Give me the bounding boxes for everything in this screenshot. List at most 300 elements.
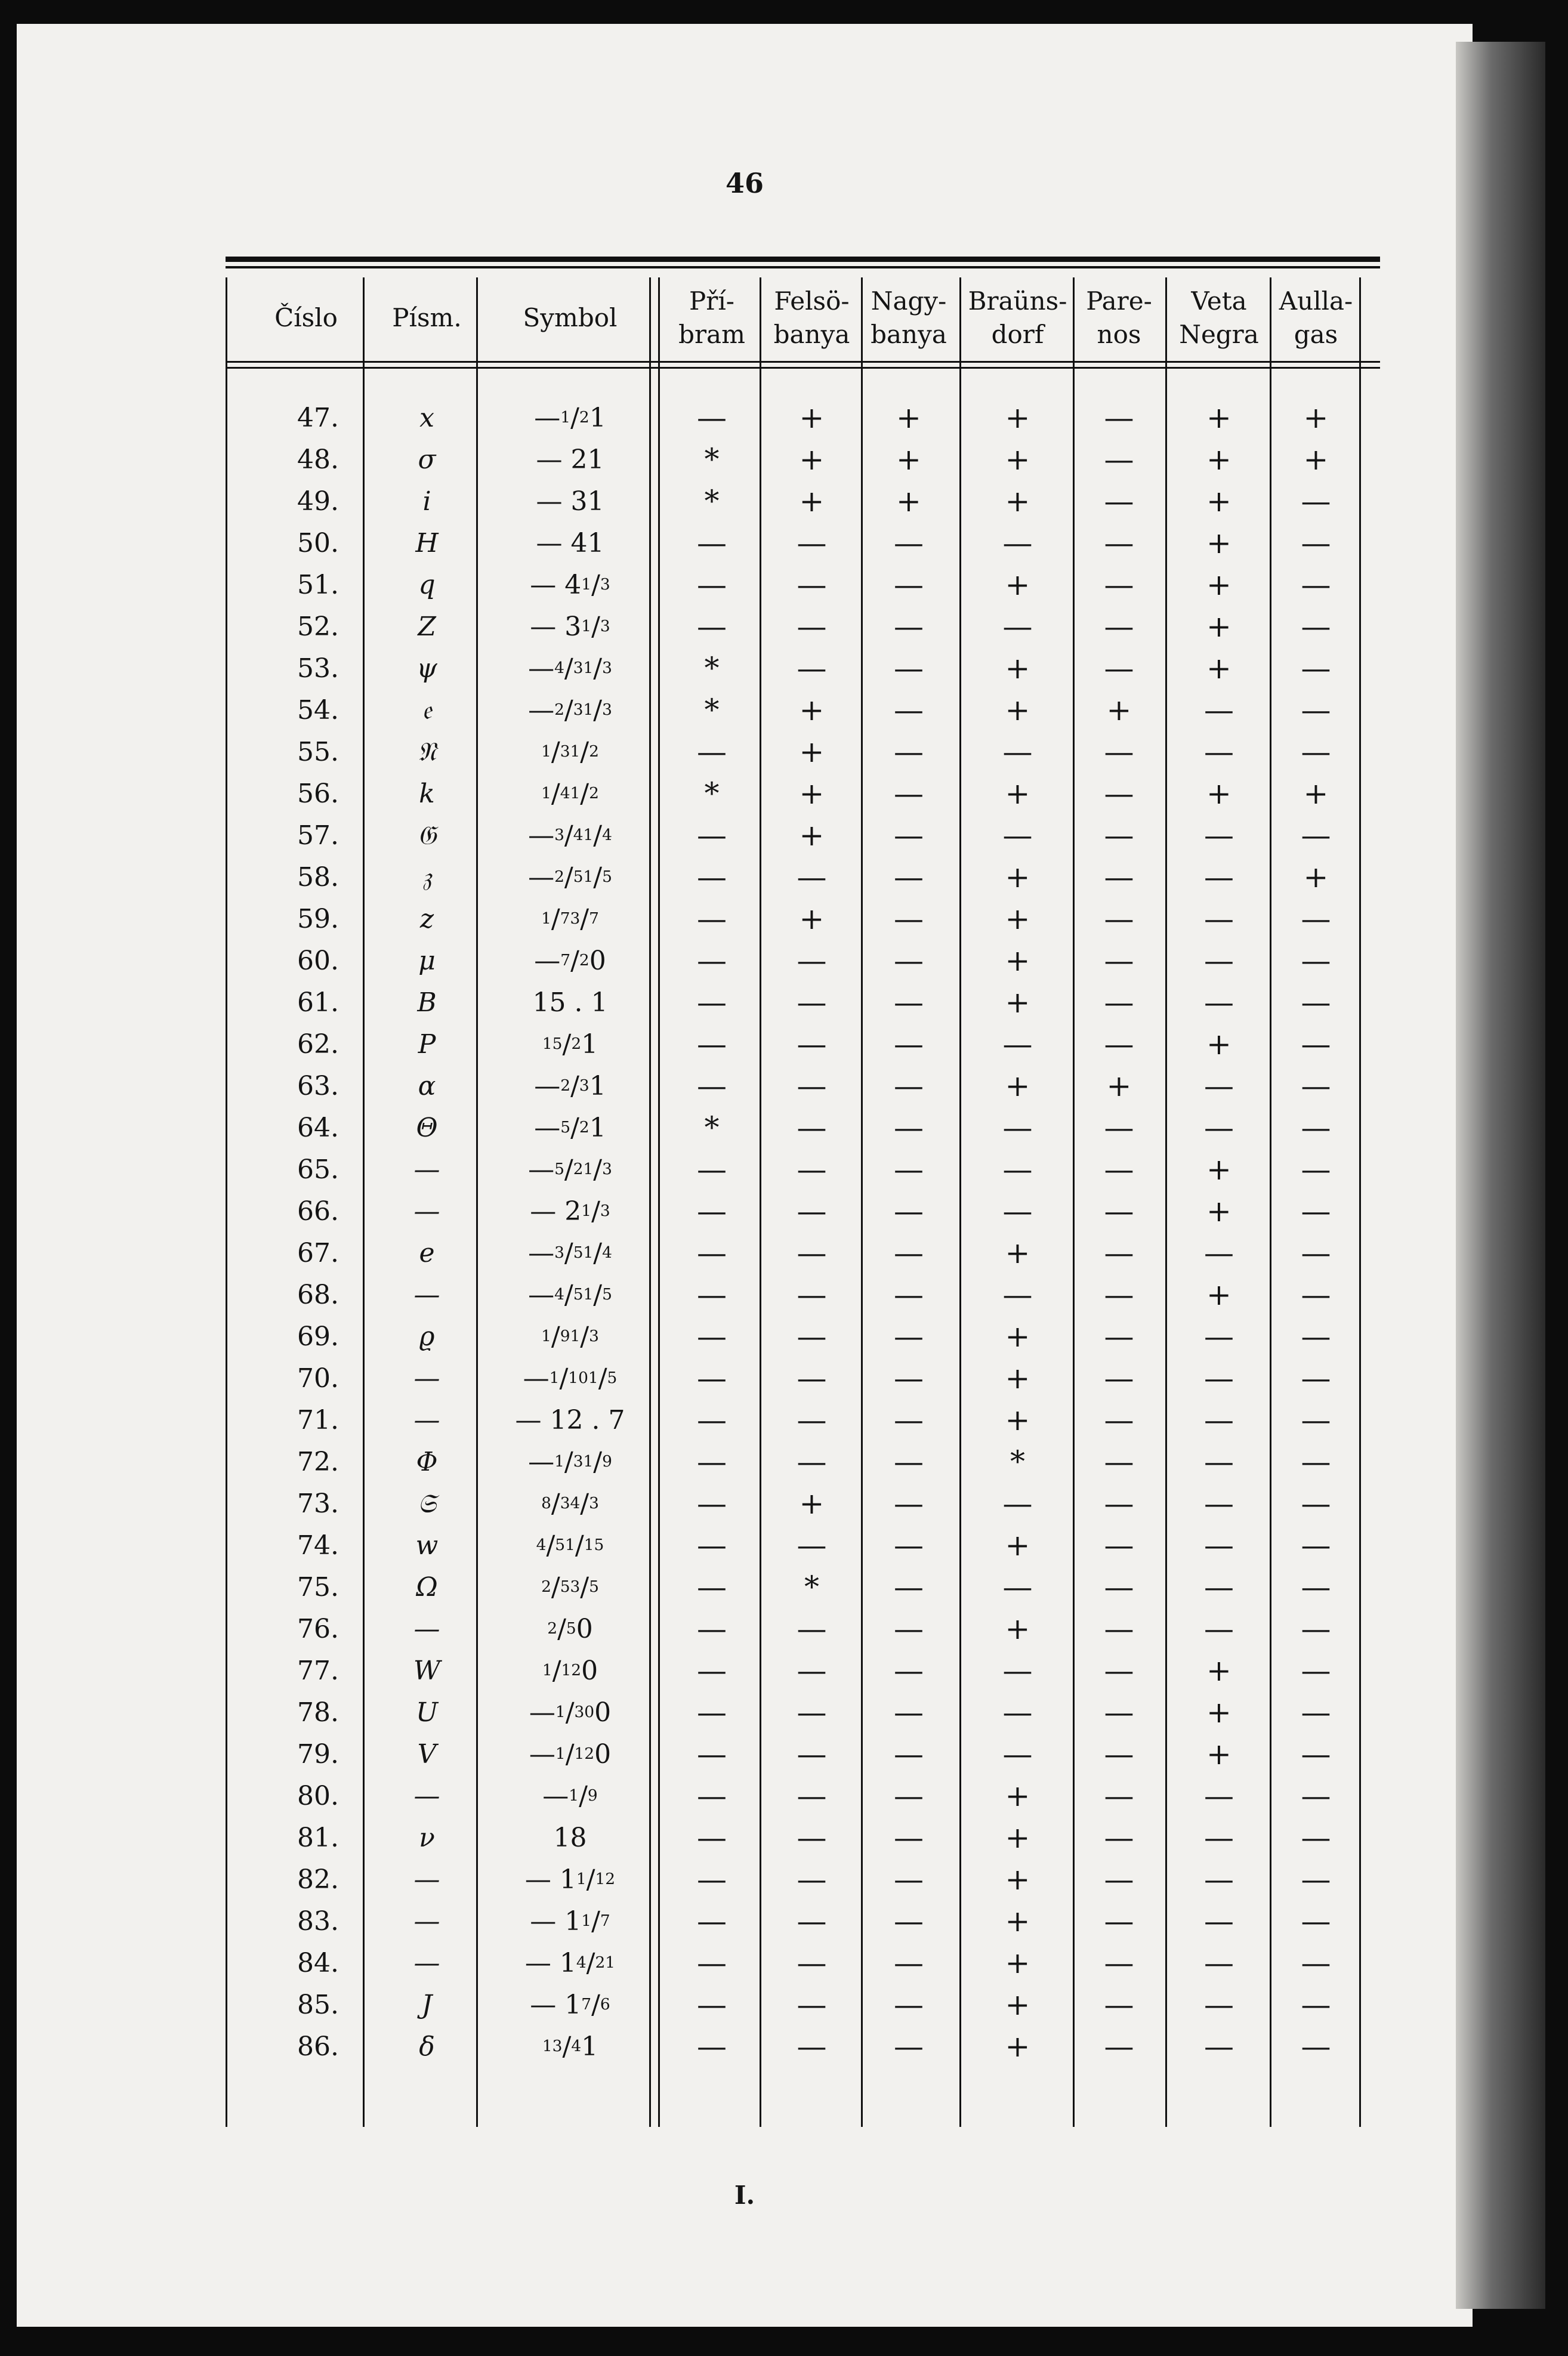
- occurrence-mark-aullagas: —: [1301, 1277, 1331, 1312]
- occurrence-mark-aullagas: —: [1301, 1904, 1331, 1938]
- row-symbol: 8 / 3 4 / 3: [541, 1488, 599, 1519]
- occurrence-mark-felsobanya: —: [797, 1528, 827, 1563]
- occurrence-mark-parenos: —: [1104, 901, 1134, 936]
- occurrence-mark-braunsdorf: +: [1005, 1778, 1030, 1813]
- occurrence-mark-nagybanya: —: [894, 1570, 924, 1604]
- occurrence-mark-veta_negra: +: [1206, 400, 1231, 435]
- table-row: [17, 1274, 1473, 1316]
- occurrence-mark-aullagas: —: [1301, 1319, 1331, 1354]
- occurrence-mark-parenos: —: [1104, 567, 1134, 602]
- occurrence-mark-parenos: —: [1104, 484, 1134, 518]
- occurrence-mark-veta_negra: —: [1204, 1319, 1234, 1354]
- column-header-line: banya: [871, 320, 947, 349]
- occurrence-mark-felsobanya: +: [799, 776, 825, 811]
- row-number: 65.: [297, 1154, 339, 1185]
- occurrence-mark-felsobanya: —: [797, 1862, 827, 1897]
- occurrence-mark-felsobanya: —: [797, 1069, 827, 1103]
- occurrence-mark-pribram: —: [697, 1737, 727, 1771]
- table-row: [17, 1650, 1473, 1691]
- table-row: [17, 1357, 1473, 1399]
- occurrence-mark-parenos: —: [1104, 400, 1134, 435]
- occurrence-mark-pribram: —: [697, 1778, 727, 1813]
- row-number: 51.: [297, 569, 339, 600]
- occurrence-mark-parenos: —: [1104, 1528, 1134, 1563]
- row-letter: —: [413, 1947, 440, 1978]
- occurrence-mark-braunsdorf: +: [1005, 1361, 1030, 1395]
- column-header-parenos: [1076, 273, 1162, 363]
- occurrence-mark-braunsdorf: +: [1005, 1987, 1030, 2022]
- occurrence-mark-veta_negra: —: [1204, 1528, 1234, 1563]
- occurrence-mark-aullagas: —: [1301, 1444, 1331, 1479]
- occurrence-mark-aullagas: —: [1301, 734, 1331, 769]
- table-row: [17, 1190, 1473, 1232]
- occurrence-mark-nagybanya: —: [894, 1778, 924, 1813]
- occurrence-mark-braunsdorf: +: [1005, 651, 1030, 686]
- column-header-veta_negra: [1168, 273, 1270, 363]
- occurrence-mark-pribram: —: [697, 1152, 727, 1187]
- table-row: [17, 1483, 1473, 1524]
- row-symbol: — 2 / 5 1 / 5: [528, 862, 612, 893]
- table-row: [17, 898, 1473, 940]
- table-row: [17, 814, 1473, 856]
- column-header-line: nos: [1097, 320, 1141, 349]
- occurrence-mark-felsobanya: +: [799, 818, 825, 853]
- occurrence-mark-felsobanya: —: [797, 1946, 827, 1980]
- occurrence-mark-felsobanya: —: [797, 1361, 827, 1395]
- row-number: 82.: [297, 1864, 339, 1895]
- occurrence-mark-felsobanya: —: [797, 1778, 827, 1813]
- occurrence-mark-braunsdorf: +: [1005, 567, 1030, 602]
- occurrence-mark-nagybanya: —: [894, 1486, 924, 1521]
- occurrence-mark-nagybanya: —: [894, 1444, 924, 1479]
- occurrence-mark-veta_negra: —: [1204, 2029, 1234, 2064]
- row-letter: —: [413, 1196, 440, 1227]
- occurrence-mark-pribram: —: [697, 1695, 727, 1730]
- table-row: [17, 647, 1473, 689]
- table-row: [17, 1608, 1473, 1650]
- occurrence-mark-veta_negra: +: [1206, 442, 1231, 477]
- occurrence-mark-aullagas: —: [1301, 943, 1331, 978]
- row-number: 81.: [297, 1822, 339, 1853]
- occurrence-mark-aullagas: —: [1301, 1611, 1331, 1646]
- row-number: 56.: [297, 778, 339, 809]
- row-symbol: — 1 / 12 0: [529, 1739, 612, 1770]
- occurrence-mark-parenos: +: [1106, 1069, 1132, 1103]
- column-header-braunsdorf: [965, 273, 1070, 363]
- row-number: 85.: [297, 1989, 339, 2020]
- column-header-line: Braüns-: [968, 286, 1067, 316]
- table-row: [17, 1984, 1473, 2025]
- occurrence-mark-parenos: —: [1104, 1486, 1134, 1521]
- occurrence-mark-aullagas: +: [1303, 776, 1329, 811]
- row-symbol: — 4 / 5 1 / 5: [528, 1279, 612, 1310]
- occurrence-mark-veta_negra: —: [1204, 1820, 1234, 1855]
- table-row: [17, 1900, 1473, 1942]
- row-symbol: 13 / 4 1: [542, 2031, 598, 2062]
- row-symbol: — 41: [536, 527, 604, 558]
- occurrence-mark-veta_negra: —: [1204, 1444, 1234, 1479]
- occurrence-mark-parenos: —: [1104, 1778, 1134, 1813]
- occurrence-mark-aullagas: —: [1301, 1987, 1331, 2022]
- table-row: [17, 1942, 1473, 1984]
- occurrence-mark-veta_negra: —: [1204, 1069, 1234, 1103]
- occurrence-mark-pribram: —: [697, 526, 727, 560]
- row-number: 69.: [297, 1321, 339, 1352]
- column-header-aullagas: [1273, 273, 1359, 363]
- occurrence-mark-pribram: —: [697, 1277, 727, 1312]
- occurrence-mark-pribram: —: [697, 1570, 727, 1604]
- occurrence-mark-parenos: —: [1104, 1611, 1134, 1646]
- occurrence-mark-braunsdorf: —: [1002, 1277, 1033, 1312]
- column-header-line: Pare-: [1086, 286, 1152, 316]
- row-symbol: 15 / 2 1: [542, 1029, 598, 1060]
- occurrence-mark-nagybanya: —: [894, 1653, 924, 1688]
- row-letter: ν: [419, 1822, 435, 1853]
- occurrence-mark-felsobanya: —: [797, 609, 827, 644]
- book-page: [17, 24, 1473, 2327]
- occurrence-mark-nagybanya: —: [894, 1027, 924, 1061]
- occurrence-mark-pribram: —: [697, 1820, 727, 1855]
- table-row: [17, 1107, 1473, 1148]
- column-header-felsobanya: [766, 273, 858, 363]
- row-number: 64.: [297, 1112, 339, 1143]
- occurrence-mark-pribram: —: [697, 567, 727, 602]
- occurrence-mark-veta_negra: —: [1204, 693, 1234, 727]
- occurrence-mark-veta_negra: —: [1204, 860, 1234, 894]
- occurrence-mark-nagybanya: —: [894, 734, 924, 769]
- occurrence-mark-braunsdorf: +: [1005, 1862, 1030, 1897]
- occurrence-mark-veta_negra: —: [1204, 1946, 1234, 1980]
- occurrence-mark-veta_negra: —: [1204, 901, 1234, 936]
- row-symbol: — 4 1 / 3: [530, 569, 610, 600]
- occurrence-mark-braunsdorf: +: [1005, 1611, 1030, 1646]
- row-letter: e: [419, 1237, 435, 1268]
- occurrence-mark-parenos: —: [1104, 1904, 1134, 1938]
- occurrence-mark-nagybanya: —: [894, 901, 924, 936]
- occurrence-mark-veta_negra: —: [1204, 1236, 1234, 1270]
- occurrence-mark-felsobanya: —: [797, 860, 827, 894]
- occurrence-mark-pribram: *: [704, 1110, 720, 1145]
- row-symbol: 1 / 12 0: [542, 1655, 598, 1686]
- occurrence-mark-veta_negra: +: [1206, 651, 1231, 686]
- occurrence-mark-parenos: —: [1104, 609, 1134, 644]
- row-letter: H: [415, 527, 439, 558]
- occurrence-mark-nagybanya: —: [894, 693, 924, 727]
- table-row: [17, 439, 1473, 480]
- row-letter: B: [417, 987, 437, 1018]
- occurrence-mark-nagybanya: —: [894, 651, 924, 686]
- row-number: 59.: [297, 903, 339, 934]
- occurrence-mark-braunsdorf: —: [1002, 734, 1033, 769]
- occurrence-mark-veta_negra: —: [1204, 818, 1234, 853]
- row-symbol: 1 / 9 1 / 3: [541, 1321, 599, 1352]
- occurrence-mark-parenos: —: [1104, 943, 1134, 978]
- row-number: 49.: [297, 486, 339, 517]
- row-symbol: — 21: [536, 444, 604, 475]
- occurrence-mark-braunsdorf: +: [1005, 693, 1030, 727]
- occurrence-mark-aullagas: —: [1301, 1069, 1331, 1103]
- occurrence-mark-braunsdorf: —: [1002, 609, 1033, 644]
- occurrence-mark-felsobanya: —: [797, 985, 827, 1020]
- occurrence-mark-nagybanya: —: [894, 1987, 924, 2022]
- table-row: [17, 1524, 1473, 1566]
- table-row: [17, 856, 1473, 898]
- column-header-line: Nagy-: [871, 286, 947, 316]
- occurrence-mark-felsobanya: —: [797, 1653, 827, 1688]
- row-symbol: 1 / 4 1 / 2: [541, 778, 599, 809]
- occurrence-mark-parenos: —: [1104, 1862, 1134, 1897]
- row-symbol: — 3 / 4 1 / 4: [528, 820, 612, 851]
- row-number: 73.: [297, 1488, 339, 1519]
- occurrence-mark-veta_negra: —: [1204, 1570, 1234, 1604]
- row-number: 68.: [297, 1279, 339, 1310]
- row-letter: W: [413, 1655, 441, 1686]
- column-header-nagybanya: [864, 273, 953, 363]
- occurrence-mark-braunsdorf: —: [1002, 1653, 1033, 1688]
- occurrence-mark-nagybanya: —: [894, 2029, 924, 2064]
- column-header-line: bram: [678, 320, 745, 349]
- occurrence-mark-pribram: —: [697, 1653, 727, 1688]
- occurrence-mark-nagybanya: —: [894, 818, 924, 853]
- table-row: [17, 2025, 1473, 2067]
- occurrence-mark-pribram: —: [697, 1403, 727, 1437]
- column-header-line: Symbol: [523, 303, 618, 332]
- row-letter: ψ: [416, 653, 437, 684]
- occurrence-mark-aullagas: +: [1303, 442, 1329, 477]
- occurrence-mark-braunsdorf: +: [1005, 1069, 1030, 1103]
- occurrence-mark-veta_negra: +: [1206, 776, 1231, 811]
- row-symbol: — 5 / 2 1: [534, 1112, 606, 1143]
- occurrence-mark-aullagas: —: [1301, 1778, 1331, 1813]
- row-letter: x: [419, 402, 434, 433]
- occurrence-mark-braunsdorf: +: [1005, 442, 1030, 477]
- occurrence-mark-aullagas: —: [1301, 818, 1331, 853]
- occurrence-mark-pribram: —: [697, 1027, 727, 1061]
- occurrence-mark-felsobanya: —: [797, 1236, 827, 1270]
- occurrence-mark-nagybanya: —: [894, 776, 924, 811]
- occurrence-mark-felsobanya: —: [797, 1737, 827, 1771]
- occurrence-mark-nagybanya: —: [894, 1277, 924, 1312]
- occurrence-mark-braunsdorf: +: [1005, 1904, 1030, 1938]
- column-header-line: Felsö-: [774, 286, 850, 316]
- row-letter: —: [413, 1154, 440, 1185]
- occurrence-mark-aullagas: —: [1301, 609, 1331, 644]
- occurrence-mark-nagybanya: —: [894, 1737, 924, 1771]
- occurrence-mark-nagybanya: —: [894, 1236, 924, 1270]
- occurrence-mark-veta_negra: —: [1204, 1862, 1234, 1897]
- occurrence-mark-aullagas: —: [1301, 985, 1331, 1020]
- occurrence-mark-veta_negra: —: [1204, 1403, 1234, 1437]
- row-letter: J: [421, 1989, 433, 2020]
- table-row: [17, 1817, 1473, 1858]
- occurrence-mark-braunsdorf: +: [1005, 1403, 1030, 1437]
- occurrence-mark-veta_negra: —: [1204, 1904, 1234, 1938]
- column-header-line: Písm.: [392, 303, 462, 332]
- occurrence-mark-parenos: —: [1104, 1194, 1134, 1228]
- occurrence-mark-felsobanya: *: [804, 1570, 819, 1604]
- occurrence-mark-aullagas: +: [1303, 860, 1329, 894]
- occurrence-mark-pribram: —: [697, 901, 727, 936]
- occurrence-mark-aullagas: —: [1301, 1862, 1331, 1897]
- occurrence-mark-felsobanya: —: [797, 1904, 827, 1938]
- occurrence-mark-parenos: —: [1104, 1987, 1134, 2022]
- column-header-line: gas: [1294, 320, 1338, 349]
- table-row: [17, 731, 1473, 773]
- row-symbol: 1 / 7 3 / 7: [541, 903, 599, 934]
- occurrence-mark-veta_negra: +: [1206, 526, 1231, 560]
- occurrence-mark-felsobanya: —: [797, 1319, 827, 1354]
- table-row: [17, 1775, 1473, 1817]
- occurrence-mark-aullagas: —: [1301, 526, 1331, 560]
- table-row: [17, 397, 1473, 439]
- occurrence-mark-parenos: —: [1104, 776, 1134, 811]
- occurrence-mark-veta_negra: +: [1206, 1194, 1231, 1228]
- occurrence-mark-parenos: —: [1104, 1737, 1134, 1771]
- row-number: 86.: [297, 2031, 339, 2062]
- occurrence-mark-parenos: +: [1106, 693, 1132, 727]
- occurrence-mark-parenos: —: [1104, 526, 1134, 560]
- row-symbol: — 1 / 9: [542, 1780, 598, 1811]
- occurrence-mark-braunsdorf: +: [1005, 2029, 1030, 2064]
- occurrence-mark-aullagas: —: [1301, 1152, 1331, 1187]
- occurrence-mark-parenos: —: [1104, 1403, 1134, 1437]
- occurrence-mark-veta_negra: —: [1204, 1611, 1234, 1646]
- table-row: [17, 1566, 1473, 1608]
- occurrence-mark-felsobanya: —: [797, 943, 827, 978]
- occurrence-mark-felsobanya: —: [797, 1403, 827, 1437]
- row-symbol: — 1 / 30 0: [529, 1697, 612, 1728]
- row-letter: 𝔷: [422, 862, 432, 893]
- table-row: [17, 1691, 1473, 1733]
- row-letter: —: [413, 1906, 440, 1937]
- row-symbol: — 3 / 5 1 / 4: [528, 1237, 612, 1268]
- occurrence-mark-felsobanya: —: [797, 567, 827, 602]
- row-letter: Θ: [416, 1112, 438, 1143]
- occurrence-mark-braunsdorf: +: [1005, 860, 1030, 894]
- occurrence-mark-parenos: —: [1104, 1110, 1134, 1145]
- occurrence-mark-braunsdorf: +: [1005, 1528, 1030, 1563]
- occurrence-mark-braunsdorf: +: [1005, 1236, 1030, 1270]
- occurrence-mark-braunsdorf: +: [1005, 484, 1030, 518]
- occurrence-mark-parenos: —: [1104, 442, 1134, 477]
- row-symbol: — 12 . 7: [515, 1404, 625, 1435]
- row-symbol: — 2 / 3 1: [534, 1070, 606, 1101]
- occurrence-mark-braunsdorf: +: [1005, 1319, 1030, 1354]
- occurrence-mark-felsobanya: —: [797, 651, 827, 686]
- signature-mark: I.: [734, 2181, 755, 2210]
- table-row: [17, 1858, 1473, 1900]
- occurrence-mark-pribram: —: [697, 1528, 727, 1563]
- occurrence-mark-pribram: —: [697, 1194, 727, 1228]
- occurrence-mark-braunsdorf: +: [1005, 985, 1030, 1020]
- occurrence-mark-pribram: —: [697, 1069, 727, 1103]
- occurrence-mark-nagybanya: +: [896, 400, 921, 435]
- row-number: 63.: [297, 1070, 339, 1101]
- row-letter: 𝔢: [422, 694, 432, 725]
- occurrence-mark-parenos: —: [1104, 860, 1134, 894]
- occurrence-mark-aullagas: —: [1301, 1737, 1331, 1771]
- occurrence-mark-aullagas: —: [1301, 1653, 1331, 1688]
- occurrence-mark-veta_negra: —: [1204, 734, 1234, 769]
- row-number: 61.: [297, 987, 339, 1018]
- occurrence-mark-veta_negra: —: [1204, 943, 1234, 978]
- table-row: [17, 1065, 1473, 1107]
- row-number: 60.: [297, 945, 339, 976]
- occurrence-mark-parenos: —: [1104, 1236, 1134, 1270]
- row-letter: Ω: [416, 1571, 438, 1602]
- occurrence-mark-parenos: —: [1104, 818, 1134, 853]
- page-number: 46: [725, 167, 764, 199]
- row-symbol: 1 / 3 1 / 2: [541, 736, 599, 767]
- row-symbol: — 7 / 2 0: [534, 945, 606, 976]
- occurrence-mark-felsobanya: —: [797, 1444, 827, 1479]
- occurrence-mark-pribram: —: [697, 1904, 727, 1938]
- occurrence-mark-aullagas: —: [1301, 1820, 1331, 1855]
- occurrence-mark-parenos: —: [1104, 734, 1134, 769]
- occurrence-mark-felsobanya: +: [799, 734, 825, 769]
- row-number: 66.: [297, 1196, 339, 1227]
- occurrence-mark-braunsdorf: +: [1005, 1946, 1030, 1980]
- row-letter: —: [413, 1864, 440, 1895]
- occurrence-mark-parenos: —: [1104, 1277, 1134, 1312]
- row-symbol: — 1 1 / 12: [524, 1864, 616, 1895]
- table-row: [17, 773, 1473, 814]
- occurrence-mark-pribram: —: [697, 1319, 727, 1354]
- row-letter: P: [418, 1029, 436, 1060]
- occurrence-mark-braunsdorf: —: [1002, 526, 1033, 560]
- occurrence-mark-felsobanya: +: [799, 484, 825, 518]
- row-letter: Z: [418, 611, 436, 642]
- occurrence-mark-veta_negra: +: [1206, 1653, 1231, 1688]
- row-letter: z: [419, 903, 434, 934]
- row-letter: —: [413, 1404, 440, 1435]
- occurrence-mark-aullagas: —: [1301, 1946, 1331, 1980]
- occurrence-mark-pribram: —: [697, 1611, 727, 1646]
- occurrence-mark-nagybanya: —: [894, 985, 924, 1020]
- row-symbol: — 1 / 10 1 / 5: [523, 1363, 618, 1394]
- row-number: 62.: [297, 1029, 339, 1060]
- row-number: 79.: [297, 1739, 339, 1770]
- header-bottom-rule-double: [226, 367, 1380, 369]
- occurrence-mark-nagybanya: +: [896, 484, 921, 518]
- occurrence-mark-pribram: —: [697, 1946, 727, 1980]
- occurrence-mark-pribram: —: [697, 1862, 727, 1897]
- table-row: [17, 1733, 1473, 1775]
- row-number: 70.: [297, 1363, 339, 1394]
- column-header-pribram: [664, 273, 760, 363]
- occurrence-mark-braunsdorf: +: [1005, 1820, 1030, 1855]
- row-symbol: — 4 / 3 1 / 3: [528, 653, 612, 684]
- row-symbol: — 1 / 2 1: [534, 402, 606, 433]
- occurrence-mark-felsobanya: —: [797, 1695, 827, 1730]
- occurrence-mark-braunsdorf: —: [1002, 1194, 1033, 1228]
- occurrence-mark-felsobanya: —: [797, 1987, 827, 2022]
- occurrence-mark-parenos: —: [1104, 1027, 1134, 1061]
- occurrence-mark-nagybanya: —: [894, 1820, 924, 1855]
- occurrence-mark-pribram: *: [704, 776, 720, 811]
- occurrence-mark-nagybanya: —: [894, 1611, 924, 1646]
- table-row: [17, 689, 1473, 731]
- occurrence-mark-pribram: —: [697, 1987, 727, 2022]
- page-edge-shadow: [1456, 42, 1545, 2309]
- occurrence-mark-braunsdorf: *: [1010, 1444, 1025, 1479]
- row-symbol: — 1 4 / 21: [524, 1947, 616, 1978]
- occurrence-mark-felsobanya: —: [797, 1027, 827, 1061]
- occurrence-mark-nagybanya: —: [894, 1528, 924, 1563]
- occurrence-mark-aullagas: —: [1301, 2029, 1331, 2064]
- occurrence-mark-nagybanya: —: [894, 609, 924, 644]
- occurrence-mark-braunsdorf: —: [1002, 1570, 1033, 1604]
